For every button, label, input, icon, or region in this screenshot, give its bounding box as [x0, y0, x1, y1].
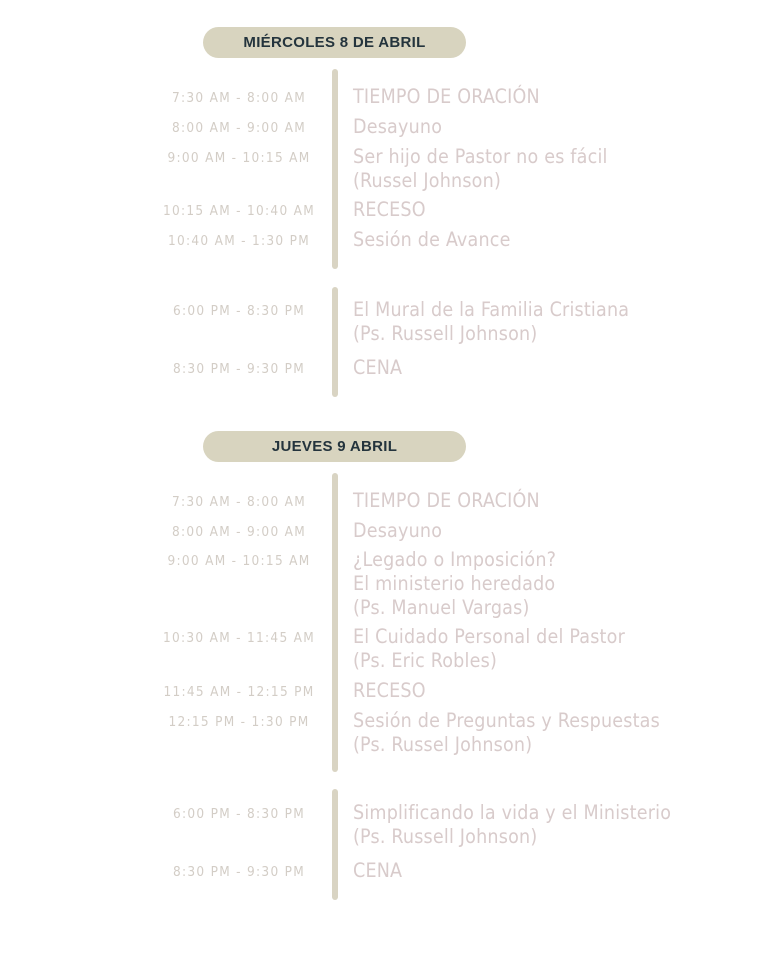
event-time: 8:30 PM - 9:30 PM: [172, 361, 306, 377]
event-title: CENA: [353, 356, 403, 379]
event-title: CENA: [353, 859, 403, 882]
event-time: 10:30 AM - 11:45 AM: [162, 630, 316, 646]
event-time: 8:00 AM - 9:00 AM: [171, 524, 307, 540]
event-time: 11:45 AM - 12:15 PM: [163, 684, 315, 700]
event-title: Desayuno: [353, 115, 443, 138]
event-time: 9:00 AM - 10:15 AM: [167, 553, 311, 569]
event-title: TIEMPO DE ORACIÓN: [353, 489, 540, 512]
event-time: 8:00 AM - 9:00 AM: [171, 120, 307, 136]
timeline-bar-thu-evening: [332, 789, 338, 900]
event-title: Sesión de Preguntas y Respuestas (Ps. Russel Johnson): [353, 709, 660, 756]
timeline-bar-thu-morning: [332, 473, 338, 772]
timeline-bar-wed-evening: [332, 287, 338, 397]
event-time: 7:30 AM - 8:00 AM: [171, 90, 307, 106]
day-header-thursday: JUEVES 9 ABRIL: [203, 431, 466, 462]
event-time: 10:40 AM - 1:30 PM: [167, 233, 311, 249]
event-time: 8:30 PM - 9:30 PM: [172, 864, 306, 880]
event-time: 7:30 AM - 8:00 AM: [171, 494, 307, 510]
event-title: ¿Legado o Imposición? El ministerio heredado (Ps. Manuel Vargas): [353, 548, 557, 619]
event-time: 9:00 AM - 10:15 AM: [167, 150, 311, 166]
event-title: Sesión de Avance: [353, 228, 511, 251]
day-header-wednesday: MIÉRCOLES 8 DE ABRIL: [203, 27, 466, 58]
event-title: RECESO: [353, 679, 426, 702]
event-time: 6:00 PM - 8:30 PM: [172, 303, 306, 319]
event-title: El Mural de la Familia Cristiana (Ps. Russell Johnson): [353, 298, 630, 345]
timeline-bar-wed-morning: [332, 69, 338, 269]
event-title: TIEMPO DE ORACIÓN: [353, 85, 540, 108]
event-title: Simplificando la vida y el Ministerio (Ps. Russell Johnson): [353, 801, 672, 848]
event-time: 10:15 AM - 10:40 AM: [162, 203, 316, 219]
event-title: Desayuno: [353, 519, 443, 542]
event-time: 12:15 PM - 1:30 PM: [168, 714, 310, 730]
event-title: El Cuidado Personal del Pastor (Ps. Eric Robles): [353, 625, 625, 672]
event-time: 6:00 PM - 8:30 PM: [172, 806, 306, 822]
event-title: Ser hijo de Pastor no es fácil (Russel Johnson): [353, 145, 608, 192]
event-title: RECESO: [353, 198, 426, 221]
